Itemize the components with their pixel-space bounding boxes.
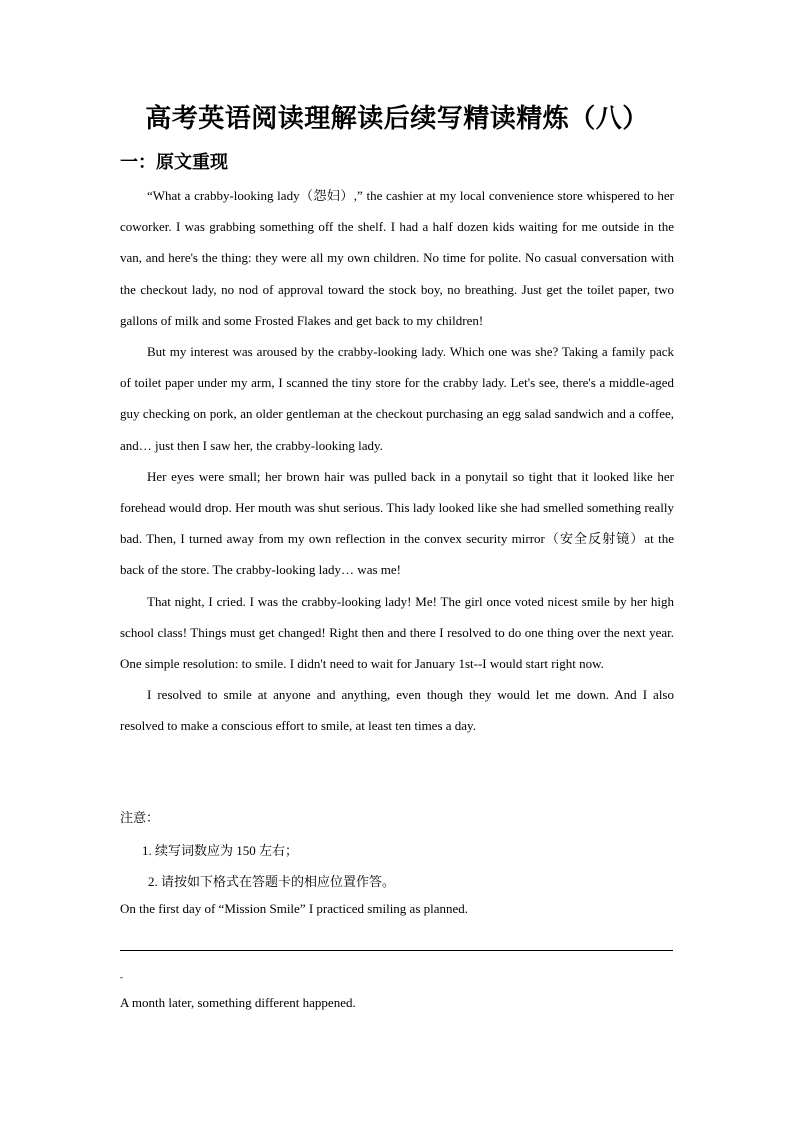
paragraph-3: Her eyes were small; her brown hair was pulled back in a ponytail so tight that it looked like her forehead would drop. Her mouth was shut serious. This lady looked like she had smelled something really bad. Then, I turned away from my own reflection in the convex security mirror（安全反射镜）at the back of the store. The crabby-looking lady… was me! — [120, 468, 674, 578]
stray-mark: - — [120, 972, 123, 982]
note-item-answer-format: 2. 请按如下格式在答题卡的相应位置作答。 — [148, 874, 396, 889]
notes-label: 注意： — [120, 811, 160, 826]
passage — [120, 180, 674, 742]
document-title: 高考英语阅读理解读后续写精读精炼（八） — [145, 104, 649, 134]
paragraph-1: “What a crabby-looking lady（怨妇）,” the cashier at my local convenience store whispered to her coworker. I was grabbing something off the shelf. I had a half dozen kids waiting for me outside in the van, and here's the thing: they were all my own children. No time for polite. No casual conversation with the checkout lady, no nod of approval toward the stock boy, no breathing. Just get the toilet paper, two gallons of milk and some Frosted Flakes and get back to my children! — [120, 188, 674, 328]
continuation-prompt-2: A month later, something different happened. — [120, 995, 356, 1010]
answer-line — [120, 950, 673, 951]
paragraph-5: I resolved to smile at anyone and anything, even though they would let me down. And I also resolved to make a conscious effort to smile, at least ten times a day. — [120, 687, 674, 734]
note-item-word-count: 1. 续写词数应为 150 左右； — [142, 843, 299, 858]
paragraph-4: That night, I cried. I was the crabby-looking lady! Me! The girl once voted nicest smile by her high school class! Things must get changed! Right then and there I resolved to do one thing over the next year. One simple resolution: to smile. I didn't need to wait for January 1st--I would start right now. — [120, 593, 674, 672]
section-heading: 一：原文重现 — [120, 152, 228, 173]
continuation-prompt-1: On the first day of “Mission Smile” I practiced smiling as planned. — [120, 901, 469, 916]
paragraph-2: But my interest was aroused by the crabby-looking lady. Which one was she? Taking a family pack of toilet paper under my arm, I scanned the tiny store for the crabby lady. Let's see, there's a middle-aged guy checking on pork, an older gentleman at the checkout purchasing an egg salad sandwich and a coffee, and… just then I saw her, the crabby-looking lady. — [120, 344, 674, 453]
